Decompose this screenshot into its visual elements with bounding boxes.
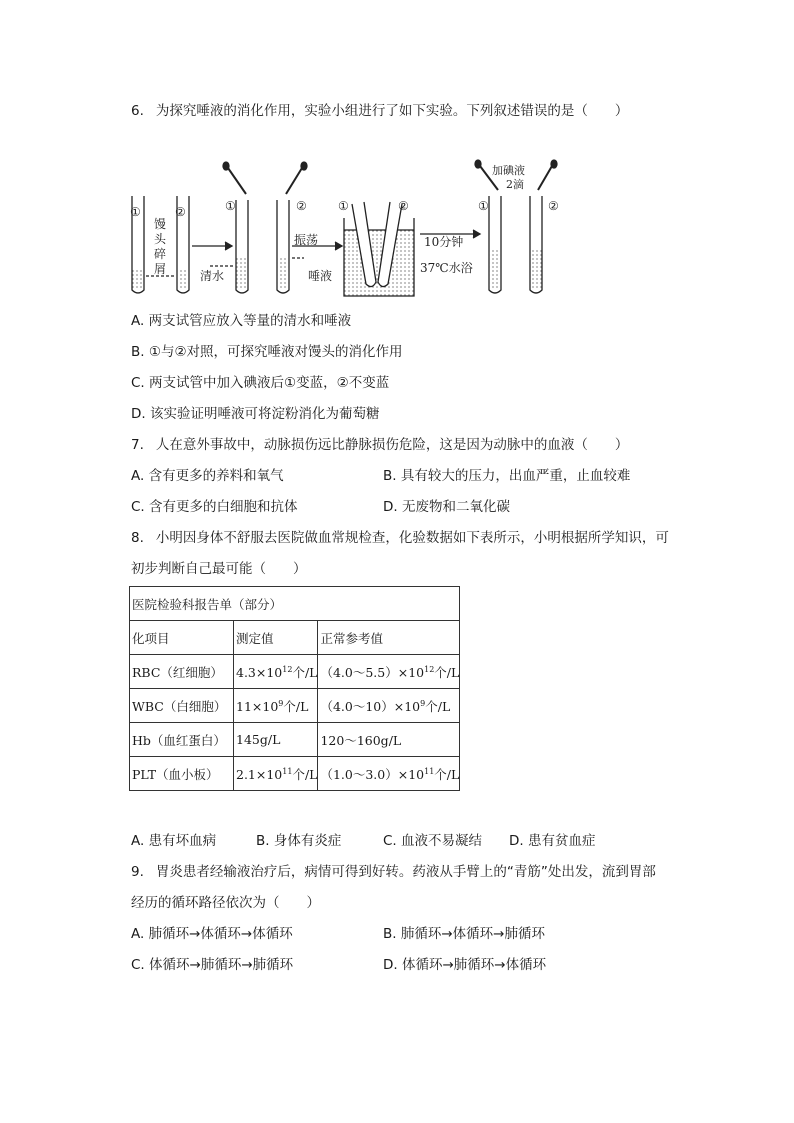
table-row [130,689,460,723]
table-title-row [130,587,460,621]
cell-value: $11\times 10^9$个/L [234,689,318,723]
q6-option-d[interactable]: D. 该实验证明唾液可将淀粉消化为葡萄糖 [131,406,380,422]
question-number: 8. [131,530,144,546]
label-drops: 2滴 [506,178,524,191]
q9-stem-line2: 经历的循环路径依次为（ ） [131,895,320,911]
q8-option-c[interactable]: C. 血液不易凝结 [383,833,483,849]
q6-stem [131,101,628,121]
table-row [130,723,460,757]
q7-option-b[interactable]: B. 具有较大的压力，出血严重，止血较难 [383,468,631,484]
q7-option-a[interactable]: A. 含有更多的养料和氧气 [131,468,284,484]
question-text: 人在意外事故中，动脉损伤远比静脉损伤危险，这是因为动脉中的血液（ ） [155,437,629,453]
cell-item: RBC（红细胞） [130,655,234,689]
q9-option-d[interactable]: D. 体循环→肺循环→体循环 [383,957,547,973]
label-water: 清水 [200,269,225,283]
label-tube1: ① [130,205,141,219]
label-shake: 振荡 [294,233,319,247]
label-tube2: ② [175,205,186,219]
question-number: 9. [131,864,144,880]
q6-option-c[interactable]: C. 两支试管中加入碘液后①变蓝，②不变蓝 [131,375,390,391]
table-title: 医院检验科报告单（部分） [130,587,460,621]
q8-option-d[interactable]: D. 患有贫血症 [509,833,596,849]
q6-option-a[interactable]: A. 两支试管应放入等量的清水和唾液 [131,313,352,329]
q6-option-b[interactable]: B. ①与②对照，可探究唾液对馒头的消化作用 [131,344,403,360]
q9-stem-line1 [131,862,656,882]
label-tube2d: ② [548,199,559,213]
label-tube1c: ① [338,199,349,213]
cell-value: $4.3\times 10^{12}$个/L [234,655,318,689]
cell-reference: 120～160g/L [318,723,460,757]
label-tube1b: ① [225,199,236,213]
table-row [130,757,460,791]
cell-item: PLT（血小板） [130,757,234,791]
header-item: 化项目 [130,621,234,655]
label-time: 10分钟 [424,235,464,249]
header-reference: 正常参考值 [318,621,460,655]
question-number: 7. [131,437,144,453]
q7-stem [131,435,628,455]
label-saliva: 唾液 [308,269,333,283]
cell-reference: $(4.0\sim 5.5)\times 10^{12}$个/L [318,655,460,689]
q8-stem-line1 [131,528,669,548]
table-header-row [130,621,460,655]
experiment-diagram [128,158,568,300]
q9-option-c[interactable]: C. 体循环→肺循环→肺循环 [131,957,294,973]
question-number: 6. [131,103,144,119]
cell-reference: $(1.0\sim 3.0)\times 10^{11}$个/L [318,757,460,791]
cell-value: $2.1\times 10^{11}$个/L [234,757,318,791]
question-text: 为探究唾液的消化作用，实验小组进行了如下实验。下列叙述错误的是（ ） [155,103,629,119]
cell-reference: $(4.0\sim 10)\times 10^9$个/L [318,689,460,723]
label-iodine: 加碘液 [492,164,525,177]
label-bath: 37℃水浴 [420,261,473,275]
q7-option-d[interactable]: D. 无废物和二氧化碳 [383,499,510,515]
q9-option-b[interactable]: B. 肺循环→体循环→肺循环 [383,926,545,942]
lab-report-table [129,586,460,791]
label-tube2b: ② [296,199,307,213]
cell-value: 145g/L [234,723,318,757]
question-text: 胃炎患者经输液治疗后，病情可得到好转。药液从手臂上的“青筋”处出发，流到胃部 [155,864,656,880]
label-tube1d: ① [478,199,489,213]
q8-option-a[interactable]: A. 患有坏血病 [131,833,217,849]
q8-option-b[interactable]: B. 身体有炎症 [256,833,342,849]
label-mantou: 馒头碎屑 [154,217,167,276]
table-row [130,655,460,689]
label-tube2c: ② [398,199,409,213]
cell-item: WBC（白细胞） [130,689,234,723]
question-text: 小明因身体不舒服去医院做血常规检查，化验数据如下表所示，小明根据所学知识，可 [155,530,669,546]
q8-stem-line2: 初步判断自己最可能（ ） [131,561,307,577]
header-value: 测定值 [234,621,318,655]
q7-option-c[interactable]: C. 含有更多的白细胞和抗体 [131,499,298,515]
q9-option-a[interactable]: A. 肺循环→体循环→体循环 [131,926,293,942]
cell-item: Hb（血红蛋白） [130,723,234,757]
